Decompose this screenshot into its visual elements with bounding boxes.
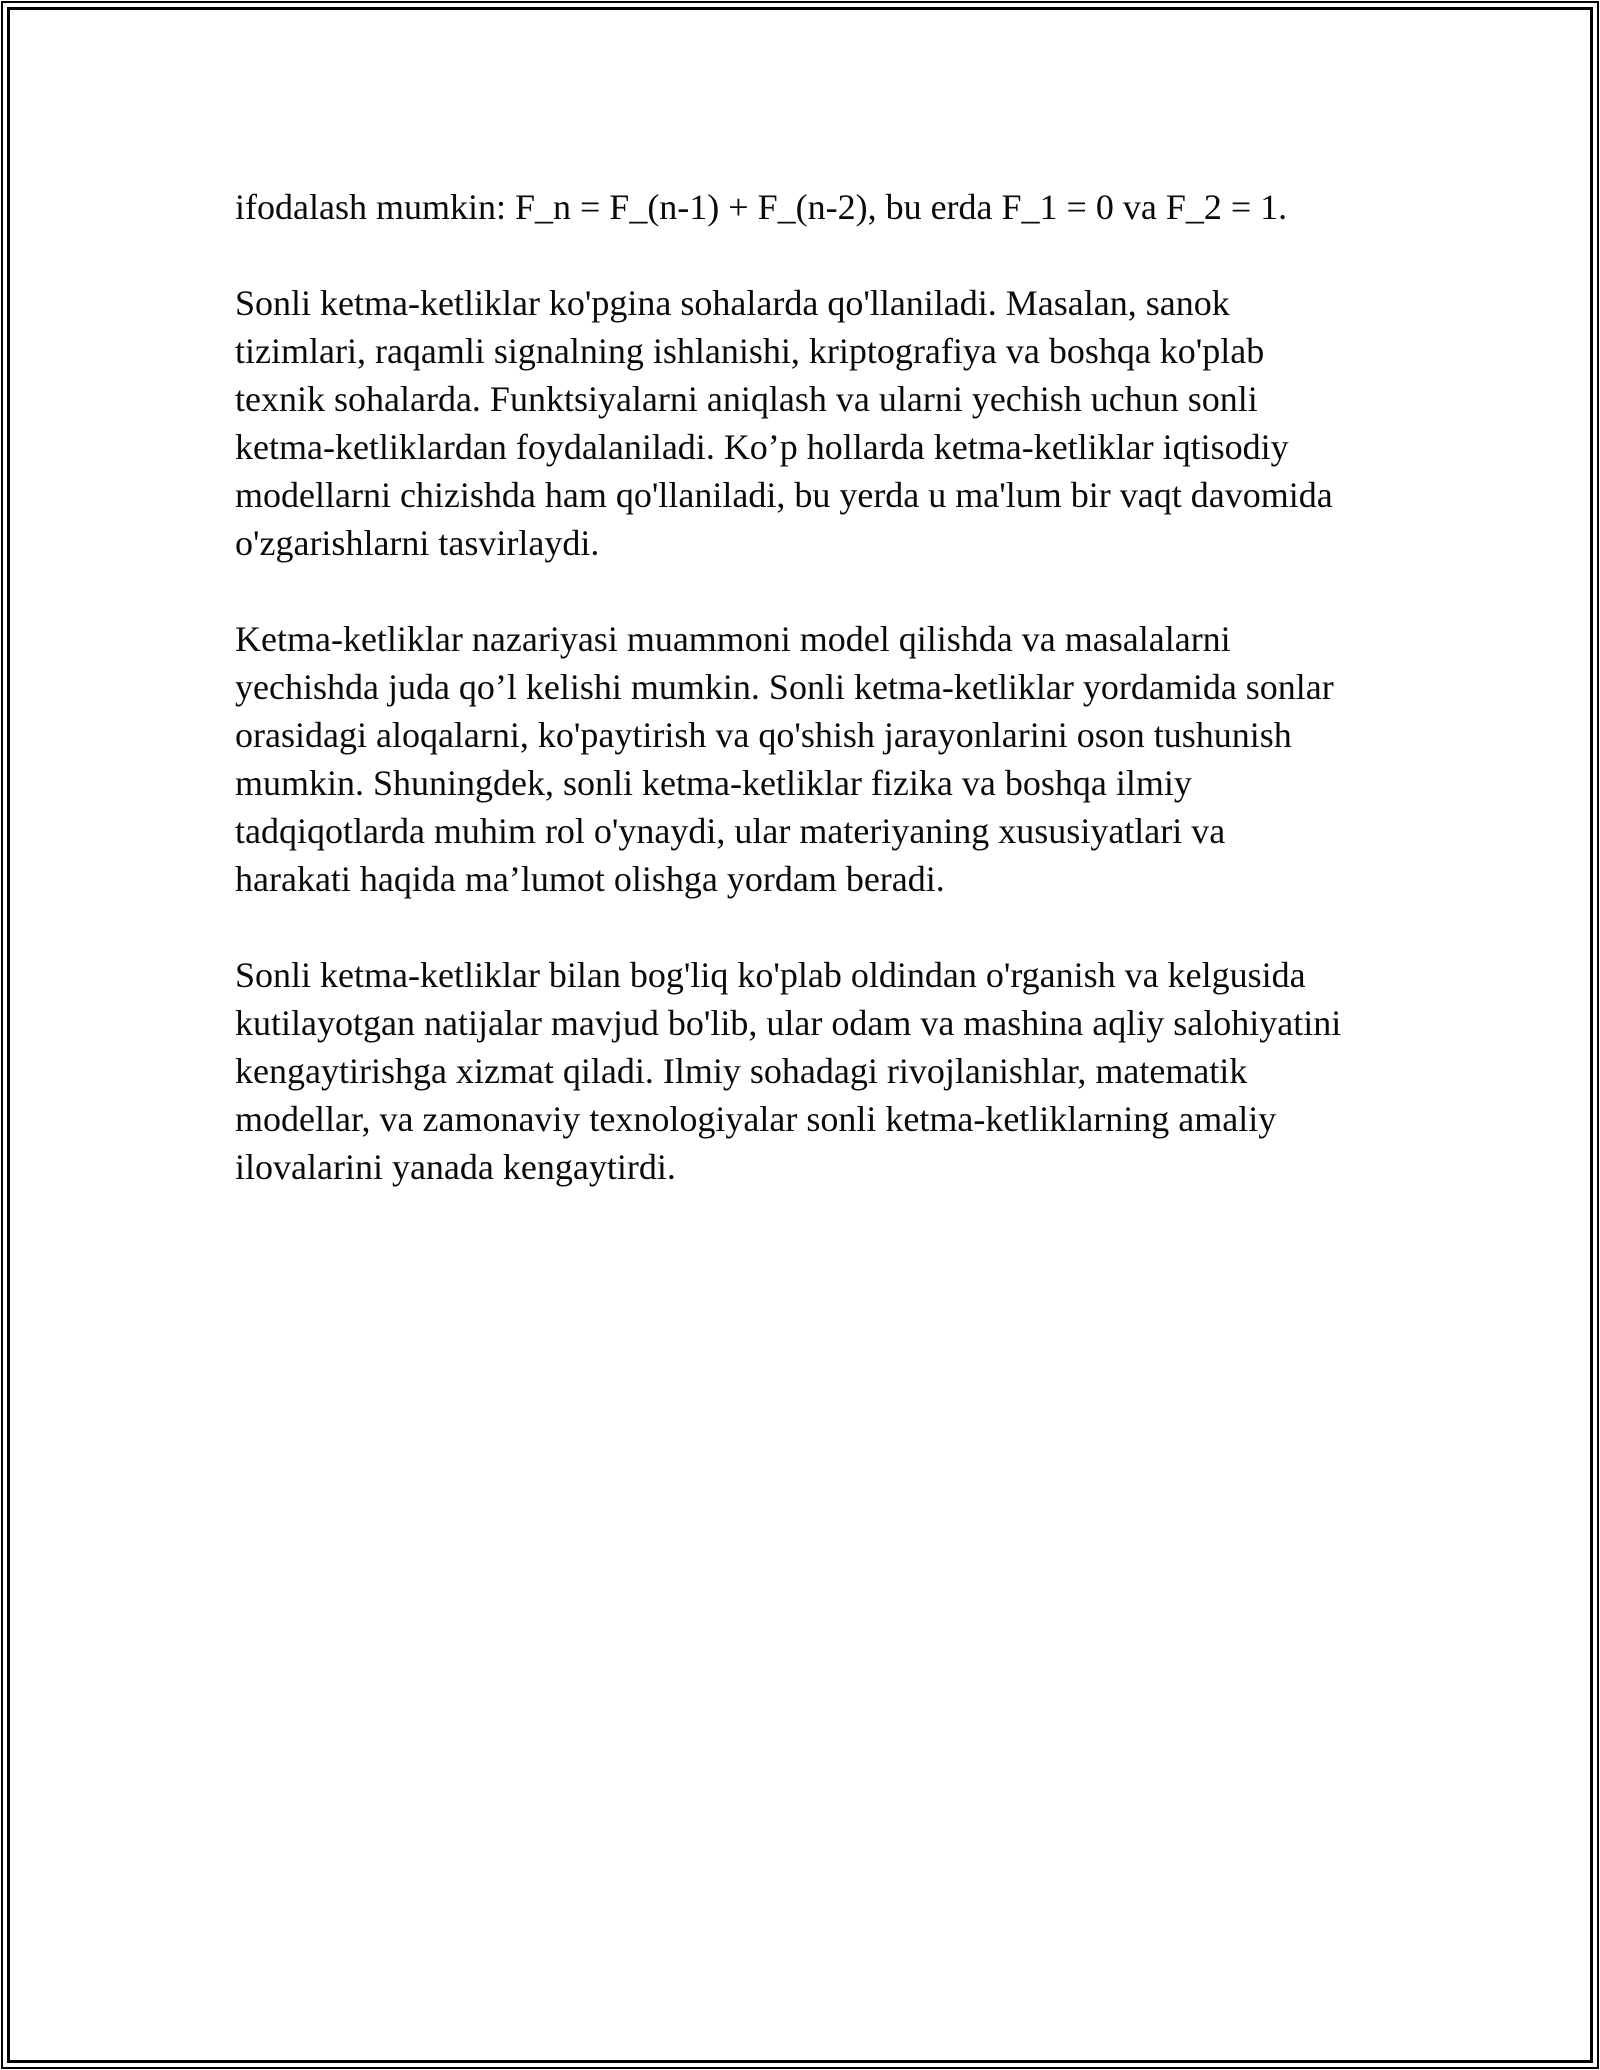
text-line: harakati haqida ma’lumot olishga yordam beradi. <box>235 859 945 899</box>
paragraph <box>235 279 1365 567</box>
paragraph <box>235 183 1365 231</box>
paragraph <box>235 951 1365 1191</box>
text-line: ilovalarini yanada kengaytirdi. <box>235 1147 676 1187</box>
text-line: ketma-ketliklardan foydalaniladi. Ko’p hollarda ketma-ketliklar iqtisodiy <box>235 427 1289 467</box>
text-line: Sonli ketma-ketliklar bilan bog'liq ko'plab oldindan o'rganish va kelgusida <box>235 955 1306 995</box>
text-line: mumkin. Shuningdek, sonli ketma-ketliklar fizika va boshqa ilmiy <box>235 763 1192 803</box>
text-line: o'zgarishlarni tasvirlaydi. <box>235 523 600 563</box>
text-line: orasidagi aloqalarni, ko'paytirish va qo'shish jarayonlarini oson tushunish <box>235 715 1292 755</box>
text-line: tizimlari, raqamli signalning ishlanishi, kriptografiya va boshqa ko'plab <box>235 331 1265 371</box>
text-line: kengaytirishga xizmat qiladi. Ilmiy sohadagi rivojlanishlar, matematik <box>235 1051 1248 1091</box>
page-text-block <box>235 183 1365 1191</box>
text-line: modellar, va zamonaviy texnologiyalar sonli ketma-ketliklarning amaliy <box>235 1099 1277 1139</box>
paragraph <box>235 615 1365 903</box>
text-line: Sonli ketma-ketliklar ko'pgina sohalarda qo'llaniladi. Masalan, sanok <box>235 283 1230 323</box>
text-line: ifodalash mumkin: F_n = F_(n-1) + F_(n-2), bu erda F_1 = 0 va F_2 = 1. <box>235 187 1288 227</box>
text-line: yechishda juda qo’l kelishi mumkin. Sonli ketma-ketliklar yordamida sonlar <box>235 667 1334 707</box>
text-line: tadqiqotlarda muhim rol o'ynaydi, ular materiyaning xususiyatlari va <box>235 811 1226 851</box>
text-line: kutilayotgan natijalar mavjud bo'lib, ular odam va mashina aqliy salohiyatini <box>235 1003 1342 1043</box>
text-line: Ketma-ketliklar nazariyasi muammoni model qilishda va masalalarni <box>235 619 1231 659</box>
text-line: texnik sohalarda. Funktsiyalarni aniqlash va ularni yechish uchun sonli <box>235 379 1258 419</box>
text-line: modellarni chizishda ham qo'llaniladi, bu yerda u ma'lum bir vaqt davomida <box>235 475 1333 515</box>
